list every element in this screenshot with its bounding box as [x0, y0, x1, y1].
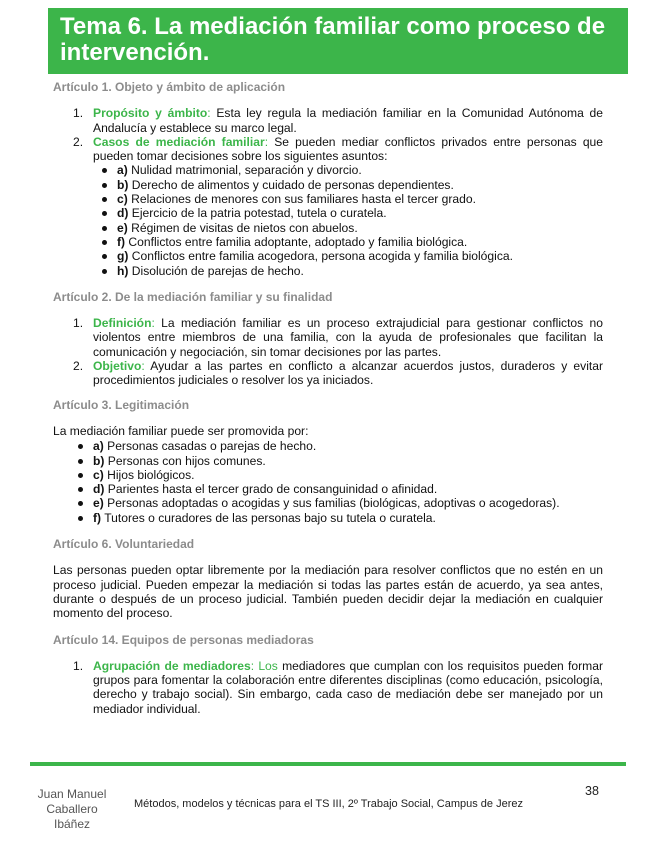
bullet-letter: b)	[93, 453, 105, 468]
article-1-sublist	[93, 163, 603, 277]
page-title: Tema 6. La mediación familiar como proceso de intervención.	[60, 13, 606, 66]
item-text: Ayudar a las partes en conflicto a alcanzar acuerdos justos, duraderos y evitar procedimientos judiciales o resolver los ya iniciados.	[93, 359, 603, 388]
page-number: 38	[585, 784, 599, 798]
item-text: Esta ley regula la mediación familiar en la Comunidad Autónoma de Andalucía y establece su marco legal.	[93, 106, 603, 135]
list-item	[53, 359, 603, 388]
bullet-item	[93, 264, 603, 278]
item-number: 2.	[73, 134, 84, 149]
footer-course: Métodos, modelos y técnicas para el TS III, 2º Trabajo Social, Campus de Jerez	[134, 798, 524, 810]
bullet-letter: c)	[117, 192, 128, 207]
item-separator: :	[264, 134, 269, 149]
article-1-title: Artículo 1. Objeto y ámbito de aplicación	[53, 80, 286, 94]
bullet-item	[69, 482, 603, 496]
article-14-list	[53, 659, 603, 716]
item-label: Agrupación de mediadores	[93, 658, 251, 673]
item-separator: :	[151, 316, 155, 331]
bullet-letter: c)	[93, 467, 104, 482]
bullet-text: Tutores o curadores de las personas bajo su tutela o curatela.	[101, 510, 436, 525]
bullet-item	[93, 192, 603, 206]
bullet-letter: d)	[93, 482, 105, 497]
bullet-text: Nulidad matrimonial, separación y divorcio.	[127, 163, 362, 178]
bullet-letter: a)	[93, 439, 104, 454]
bullet-item	[93, 178, 603, 192]
article-6-text: Las personas pueden optar libremente por la mediación para resolver conflictos que no estén en un proceso judicial. Pueden empezar la mediación si todas las partes están de acuerdo, ya sea antes, durante o después de un proceso judicial. También pueden decidir dejar la mediación en cualquier momento del proceso.	[53, 563, 603, 621]
bullet-text: Conflictos entre familia adoptante, adoptado y familia biológica.	[125, 234, 468, 249]
item-label: Definición	[93, 316, 152, 331]
bullet-text: Ejercicio de la patria potestad, tutela o curatela.	[128, 206, 387, 221]
page-header	[48, 8, 628, 74]
bullet-item	[69, 496, 603, 510]
item-number: 1.	[73, 106, 84, 121]
bullet-letter: a)	[117, 163, 128, 178]
bullet-item	[93, 221, 603, 235]
footer-author: Juan Manuel Caballero Ibáñez	[37, 787, 107, 831]
article-2-title: Artículo 2. De la mediación familiar y su finalidad	[53, 289, 333, 304]
bullet-item	[69, 511, 603, 525]
item-text: mediadores que cumplan con los requisitos pueden formar grupos para fomentar la colaboración entre diferentes disciplinas (como educación, psicología, derecho y trabajo social). Sin embargo, cada caso de mediación debe ser manejado por un mediador individual.	[93, 658, 603, 716]
bullet-text: Disolución de parejas de hecho.	[128, 263, 304, 278]
item-separator: :	[207, 106, 211, 121]
list-item	[53, 659, 603, 716]
item-number: 1.	[73, 658, 84, 673]
bullet-text: Personas adoptadas o acogidas y sus familias (biológicas, adoptivas o acogedoras).	[103, 496, 560, 511]
article-1-list	[53, 106, 603, 278]
bullet-text: Personas con hijos comunes.	[104, 453, 266, 468]
bullet-text: Derecho de alimentos y cuidado de personas dependientes.	[128, 177, 454, 192]
bullet-item	[93, 163, 603, 177]
document-body	[53, 80, 603, 722]
bullet-text: Relaciones de menores con sus familiares hasta el tercer grado.	[127, 192, 476, 207]
bullet-letter: f)	[117, 234, 126, 249]
bullet-text: Parientes hasta el tercer grado de consanguinidad o afinidad.	[104, 482, 438, 497]
article-3-list	[69, 439, 603, 525]
bullet-letter: e)	[93, 496, 104, 511]
item-label: Objetivo	[93, 359, 142, 374]
list-item	[53, 316, 603, 359]
item-number: 1.	[73, 316, 84, 331]
bullet-letter: d)	[117, 206, 129, 221]
bullet-item	[69, 439, 603, 453]
bullet-item	[93, 206, 603, 220]
list-item	[53, 106, 603, 135]
bullet-letter: h)	[117, 263, 129, 278]
article-3-lead: La mediación familiar puede ser promovida por:	[53, 423, 309, 438]
bullet-item	[69, 454, 603, 468]
item-text: Se pueden mediar conflictos privados entre personas que pueden tomar decisiones sobre los siguientes asuntos:	[93, 134, 603, 164]
bullet-text: Hijos biológicos.	[103, 467, 195, 482]
item-label: Propósito y ámbito	[93, 106, 208, 121]
item-number: 2.	[73, 359, 84, 374]
item-separator: : Los	[250, 658, 278, 673]
article-2-list	[53, 316, 603, 387]
article-6-title: Artículo 6. Voluntariedad	[53, 537, 195, 552]
bullet-item	[93, 249, 603, 263]
bullet-text: Conflictos entre familia acogedora, persona acogida y familia biológica.	[128, 249, 513, 264]
list-item	[53, 135, 603, 278]
bullet-text: Régimen de visitas de nietos con abuelos.	[127, 220, 358, 235]
item-separator: :	[141, 359, 145, 374]
bullet-letter: e)	[117, 220, 128, 235]
bullet-letter: f)	[93, 510, 102, 525]
bullet-text: Personas casadas o parejas de hecho.	[103, 439, 317, 454]
bullet-item	[93, 235, 603, 249]
bullet-item	[69, 468, 603, 482]
item-label: Casos de mediación familiar	[93, 134, 265, 149]
footer-divider	[30, 762, 626, 766]
bullet-letter: b)	[117, 177, 129, 192]
article-3-title: Artículo 3. Legitimación	[53, 397, 190, 412]
item-text: La mediación familiar es un proceso extrajudicial para gestionar conflictos no violentos entre miembros de una familia, con la ayuda de profesionales que facilitan la comunicación y negociación, sin tomar decisiones por las partes.	[93, 316, 603, 359]
bullet-letter: g)	[117, 249, 129, 264]
article-14-title: Artículo 14. Equipos de personas mediadoras	[53, 632, 314, 647]
